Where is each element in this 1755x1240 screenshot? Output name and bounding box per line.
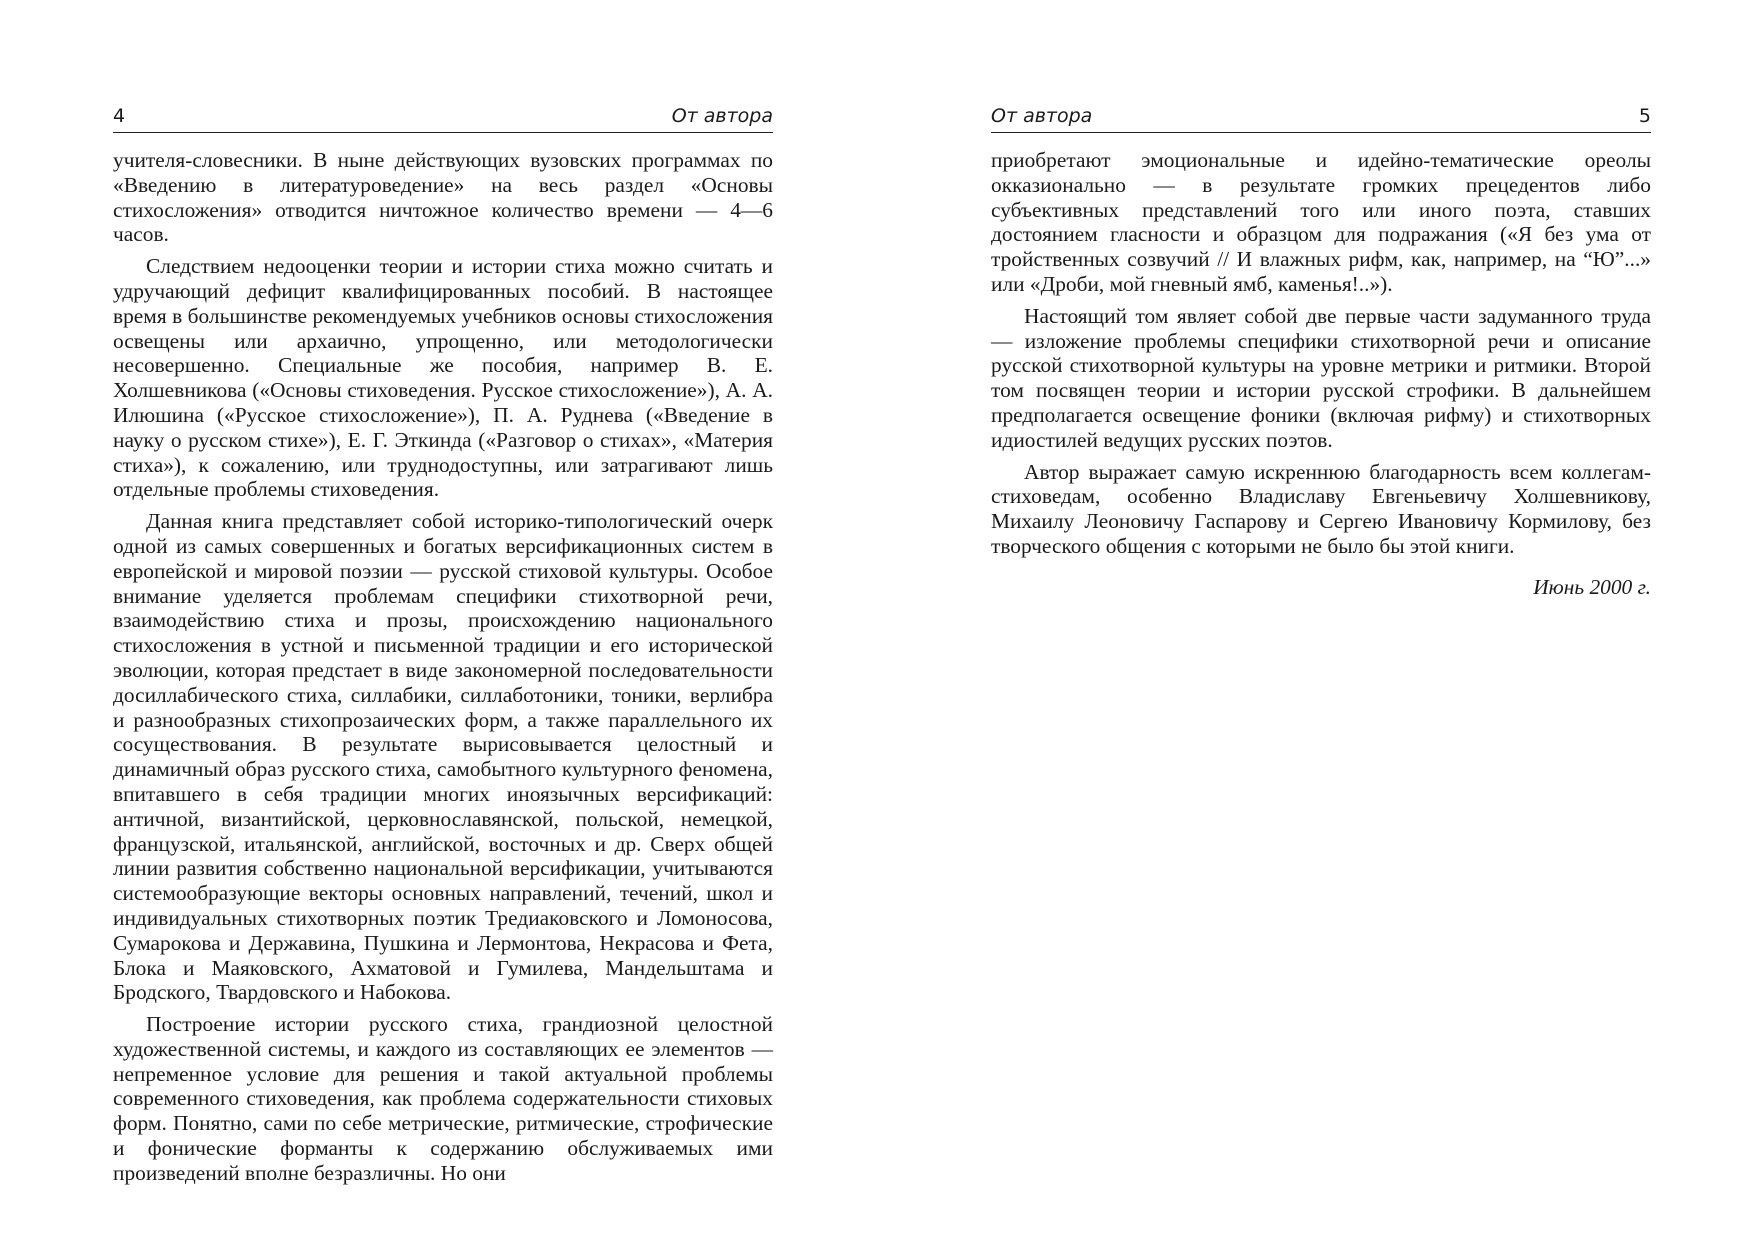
running-title: От автора xyxy=(671,105,773,127)
running-title: От автора xyxy=(991,105,1093,127)
page-number: 4 xyxy=(113,105,126,127)
paragraph: Автор выражает самую искреннюю благодарность всем коллегам-стиховедам, особенно Владиславу Евгеньевичу Холшевникову, Михаилу Леоновичу Гаспарову и Сергею Ивановичу Кормилову, без творческого общения с которыми не было бы этой книги. xyxy=(991,459,1651,558)
signature-date: Июнь 2000 г. xyxy=(1533,574,1651,599)
paragraph: Следствием недооценки теории и истории стиха можно считать и удручающий дефицит квалифицированных пособий. В настоящее время в большинстве рекомендуемых учебников основы стихосложения освещены или архаично, упрощенно, или методологически несовершенно. Специальные же пособия, например В. Е. Холшевникова («Основы стиховедения. Русское стихосложение»), А. А. Илюшина («Русское стихосложение»), П. А. Руднева («Введение в науку о русском стихе»), Е. Г. Эткинда («Разговор о стихах», «Материя стиха»), к сожалению, или труднодоступны, или затрагивают лишь отдельные проблемы стиховедения. xyxy=(113,254,773,502)
paragraph: приобретают эмоциональные и идейно-тематические ореолы окказионально — в результате громких прецедентов либо субъективных представлений того или иного поэта, ставших достоянием гласности и образцом для подражания («Я без ума от тройственных созвучий // И влажных рифм, как, например, на “Ю”...» или «Дроби, мой гневный ямб, каменья!..»). xyxy=(991,148,1651,296)
body-text xyxy=(113,148,773,1193)
paragraph: Построение истории русского стиха, грандиозной целостной художественной системы, и каждого из составляющих ее элементов — непременное условие для решения и такой актуальной проблемы современного стиховедения, как проблема содержательности стиховых форм. Понятно, сами по себе метрические, ритмические, строфические и фонические форманты к содержанию обслуживаемых ими произведений вполне безразличны. Но они xyxy=(113,1012,773,1185)
paragraph: Настоящий том являет собой две первые части задуманного труда — изложение проблемы специфики стихотворной речи и описание русской стихотворной культуры на уровне метрики и ритмики. Второй том посвящен теории и истории русской строфики. В дальнейшем предполагается освещение фоники (включая рифму) и стихотворных идиостилей ведущих русских поэтов. xyxy=(991,303,1651,452)
paragraph: Данная книга представляет собой историко-типологический очерк одной из самых совершенных и богатых версификационных систем в европейской и мировой поэзии — русской стиховой культуры. Особое внимание уделяется проблемам специфики стихотворной речи, взаимодействию стиха и прозы, происхождению национального стихосложения в устной и письменной традиции и его исторической эволюции, которая предстает в виде закономерной последовательности досиллабического стиха, силлабики, силлаботоники, тоники, верлибра и разнообразных стихопрозаических форм, а также параллельного их сосуществования. В результате вырисовывается целостный и динамичный образ русского стиха, самобытного культурного феномена, впитавшего в себя традиции многих иноязычных версификаций: античной, византийской, церковнославянской, польской, немецкой, французской, итальянской, английской, восточных и др. Сверх общей линии развития собственно национальной версификации, учитываются системообразующие векторы основных направлений, течений, школ и индивидуальных стихотворных поэтик Тредиаковского и Ломоносова, Сумарокова и Державина, Пушкина и Лермонтова, Некрасова и Фета, Блока и Маяковского, Ахматовой и Гумилева, Мандельштама и Бродского, Твардовского и Набокова. xyxy=(113,509,773,1005)
running-head xyxy=(991,100,1651,133)
running-head xyxy=(113,100,773,133)
page-number: 5 xyxy=(1638,105,1651,127)
body-text xyxy=(991,148,1651,607)
paragraph: учителя-словесники. В ныне действующих вузовских программах по «Введению в литературоведение» на весь раздел «Основы стихосложения» отводится ничтожное количество времени — 4—6 часов. xyxy=(113,148,773,247)
